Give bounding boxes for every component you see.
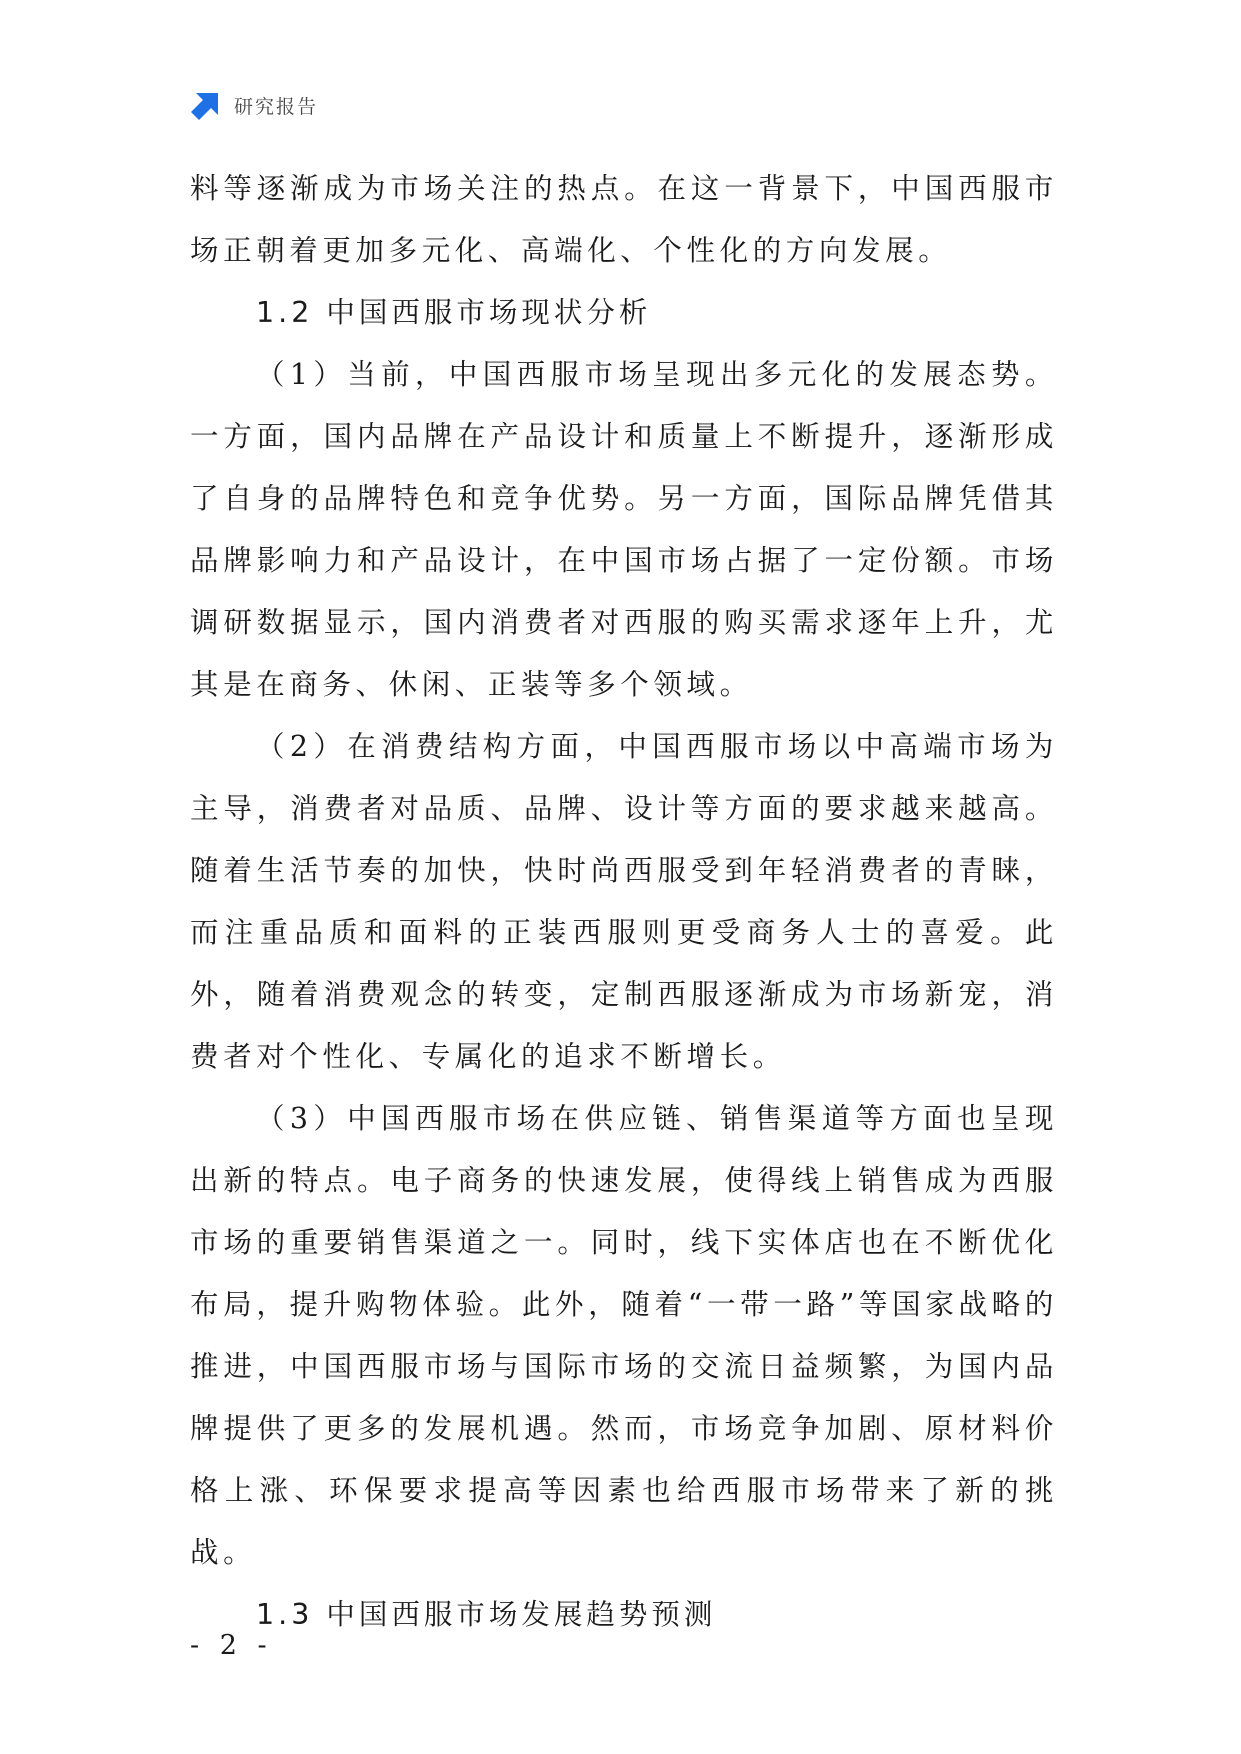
paragraph-2: （2）在消费结构方面，中国西服市场以中高端市场为主导，消费者对品质、品牌、设计等方面的要求越来越高。随着生活节奏的加快，快时尚西服受到年轻消费者的青睐，而注重品质和面料的正装西服则更受商务人士的喜爱。此外，随着消费观念的转变，定制西服逐渐成为市场新宠，消费者对个性化、专属化的追求不断增长。 [190, 730, 1058, 1073]
paragraph-1: （1）当前，中国西服市场呈现出多元化的发展态势。一方面，国内品牌在产品设计和质量上不断提升，逐渐形成了自身的品牌特色和竞争优势。另一方面，国际品牌凭借其品牌影响力和产品设计，在中国市场占据了一定份额。市场调研数据显示，国内消费者对西服的购买需求逐年上升，尤其是在商务、休闲、正装等多个领域。 [190, 358, 1058, 701]
document-body [190, 158, 1058, 1646]
section-heading-1-3: 1.3 中国西服市场发展趋势预测 [256, 1598, 717, 1631]
paragraph-3: （3）中国西服市场在供应链、销售渠道等方面也呈现出新的特点。电子商务的快速发展，使得线上销售成为西服市场的重要销售渠道之一。同时，线下实体店也在不断优化布局，提升购物体验。此外，随着“一带一路”等国家战略的推进，中国西服市场与国际市场的交流日益频繁，为国内品牌提供了更多的发展机遇。然而，市场竞争加剧、原材料价格上涨、环保要求提高等因素也给西服市场带来了新的挑战。 [190, 1102, 1058, 1569]
page-header [190, 88, 318, 122]
section-heading-1-2: 1.2 中国西服市场现状分析 [256, 296, 652, 329]
arrow-up-right-icon [190, 89, 222, 121]
header-title: 研究报告 [234, 95, 319, 118]
continuation-paragraph: 料等逐渐成为市场关注的热点。在这一背景下，中国西服市场正朝着更加多元化、高端化、个性化的方向发展。 [190, 172, 1058, 267]
page-number: - 2 - [190, 1630, 273, 1661]
